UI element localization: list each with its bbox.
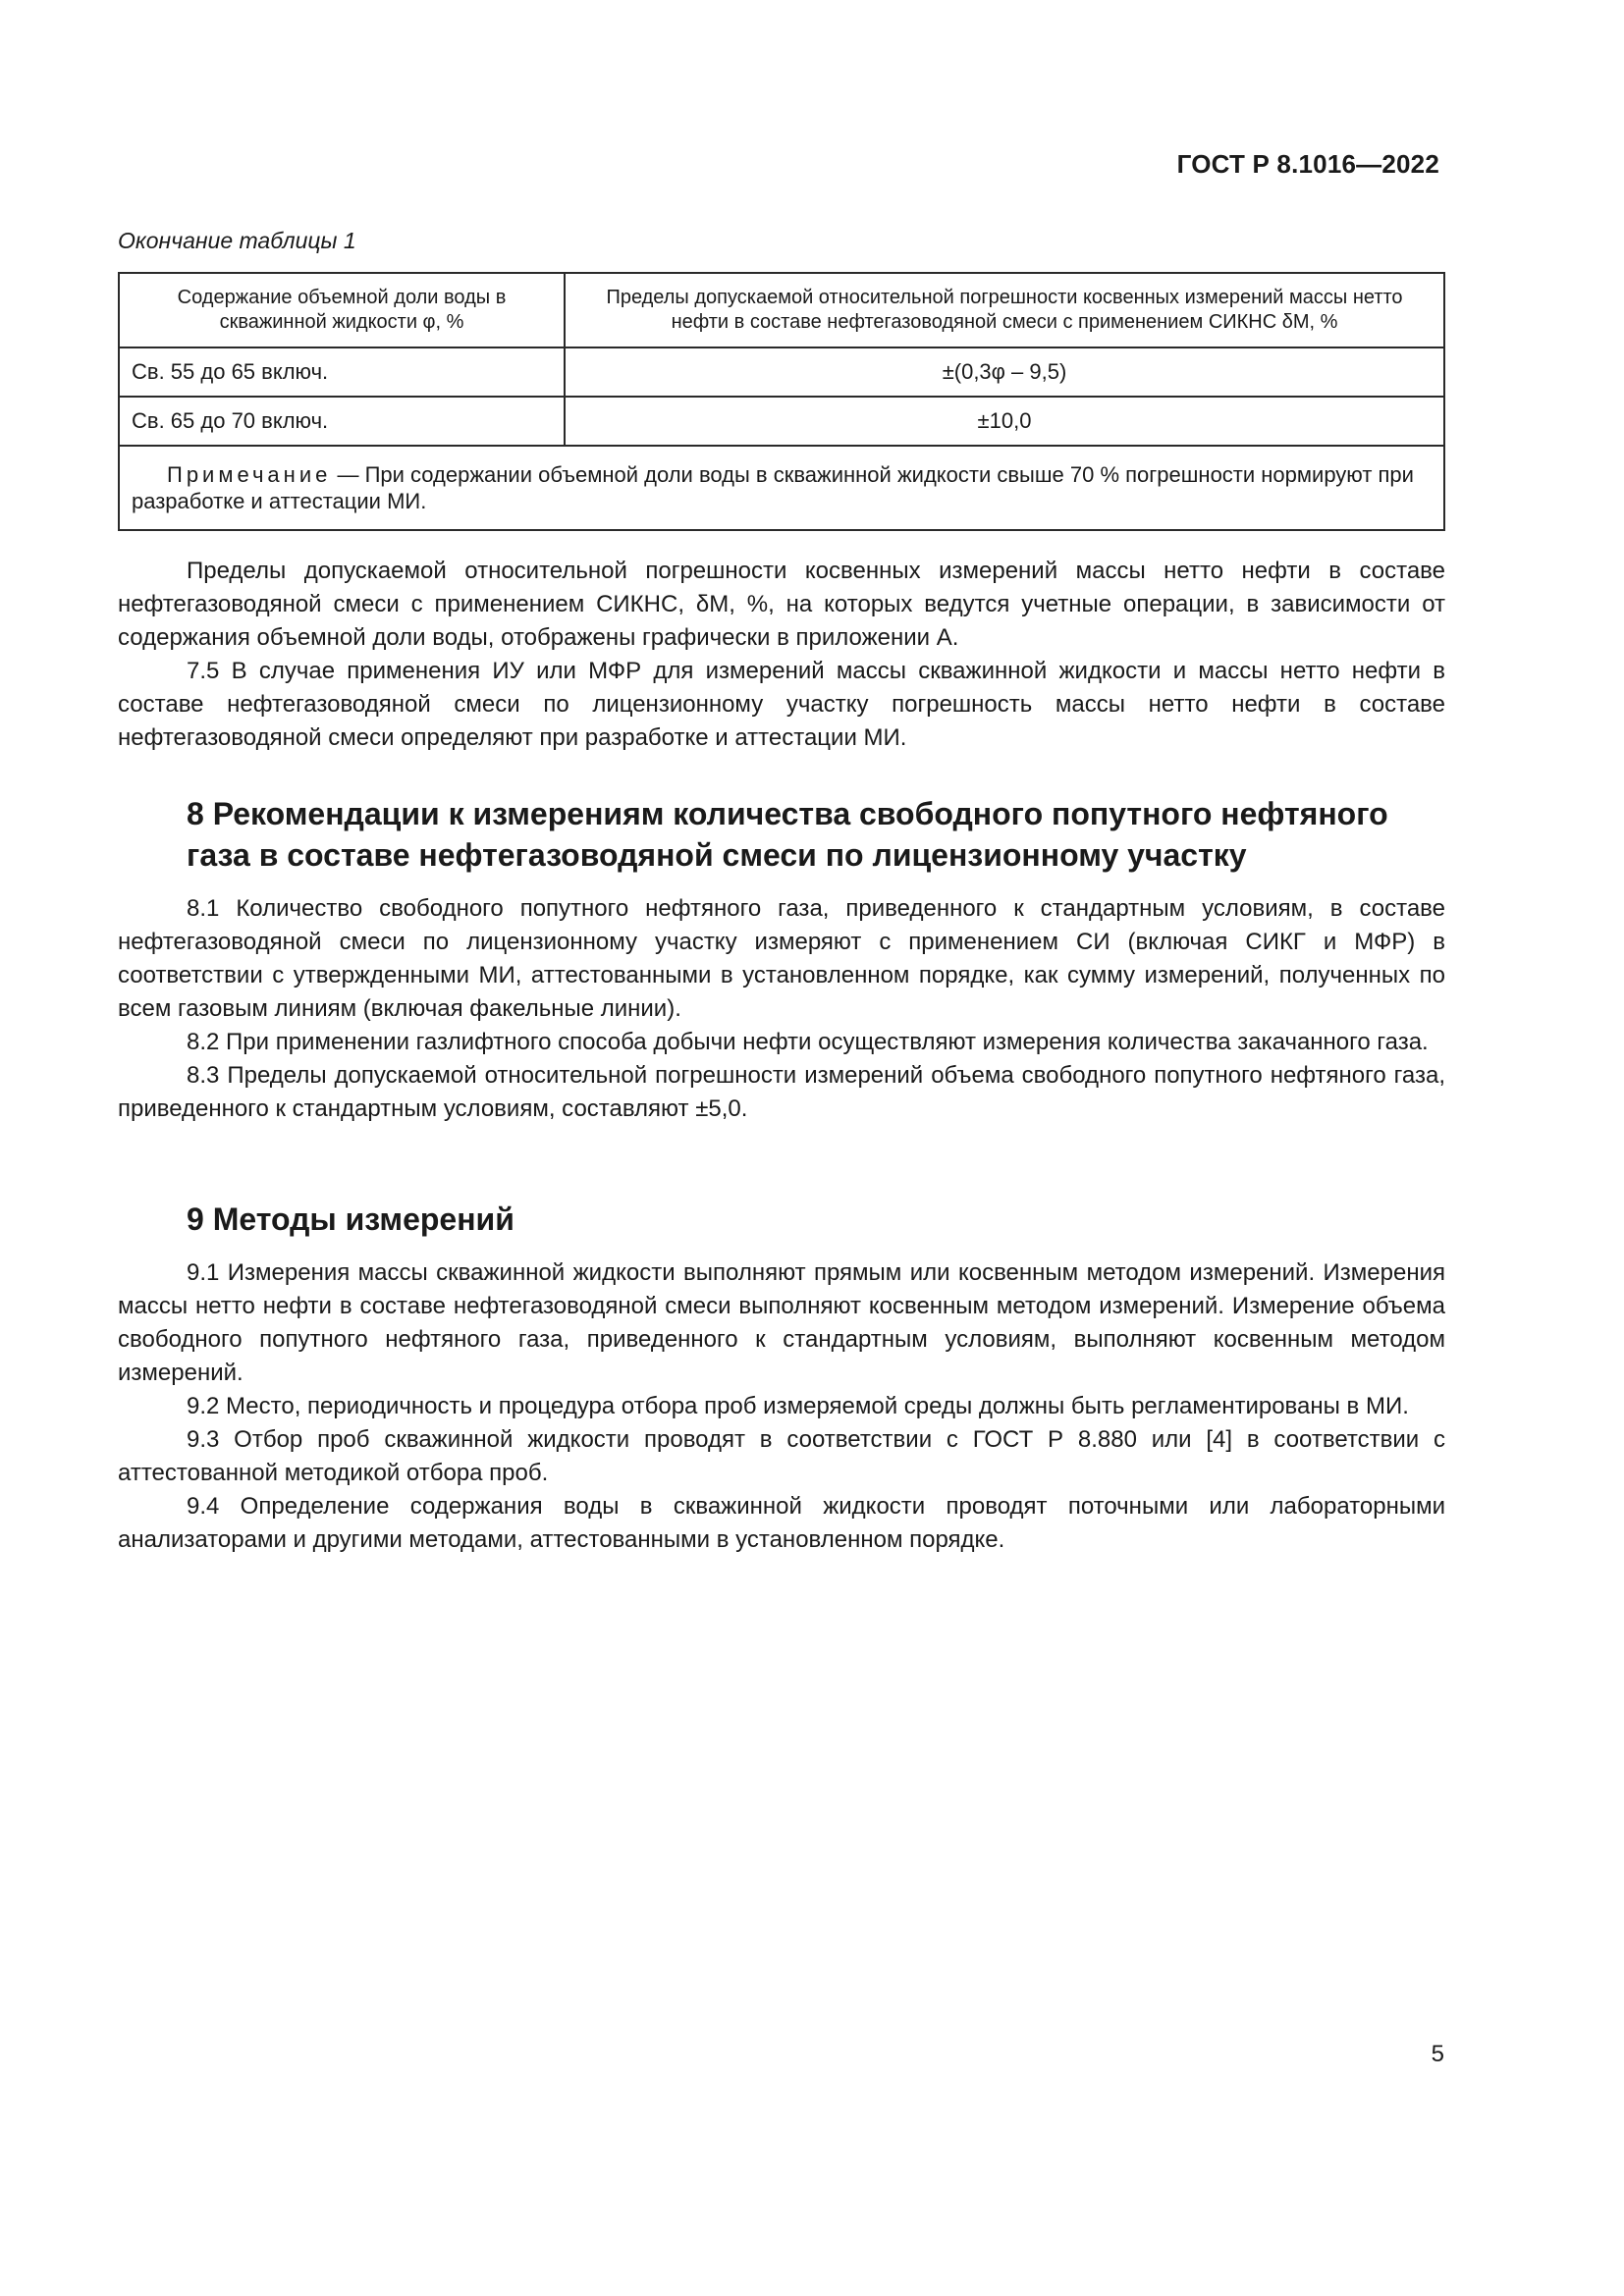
table-row: [119, 347, 1444, 397]
table-cell-range: Св. 55 до 65 включ.: [119, 347, 565, 397]
water-content-table: [118, 272, 1445, 531]
paragraph: 8.1 Количество свободного попутного нефтяного газа, приведенного к стандартным условиям, в составе нефтегазоводяной смеси по лицензионному участку измеряют с применением СИ (включая СИКГ и МФР) в соответствии с утвержденными МИ, аттестованными в установленном порядке, как сумму измерений, полученных по всем газовым линиям (включая факельные линии).: [118, 895, 1445, 1022]
table-cell-value: ±(0,3φ – 9,5): [565, 347, 1444, 397]
table-header-row: [119, 273, 1444, 347]
note-label: Примечание: [167, 462, 332, 487]
table-caption: Окончание таблицы 1: [118, 228, 356, 253]
document-code: ГОСТ Р 8.1016—2022: [1176, 149, 1439, 179]
section9-heading: 9 Методы измерений: [187, 1201, 514, 1237]
table-header-error-limits: Пределы допускаемой относительной погрешности косвенных измерений массы нетто нефти в составе нефтегазоводяной смеси с применением СИКНС δM, %: [565, 273, 1444, 347]
note-text: — При содержании объемной доли воды в скважинной жидкости свыше 70 % погрешности нормируют при разработке и аттестации МИ.: [132, 462, 1414, 513]
section7-body: [118, 555, 1445, 755]
table-cell-range: Св. 65 до 70 включ.: [119, 397, 565, 446]
table-row: [119, 397, 1444, 446]
table-note: [119, 446, 1444, 530]
paragraph: 9.4 Определение содержания воды в скважинной жидкости проводят поточными или лабораторными анализаторами и другими методами, аттестованными в установленном порядке.: [118, 1493, 1445, 1553]
table-cell-value: ±10,0: [565, 397, 1444, 446]
paragraph: 9.3 Отбор проб скважинной жидкости проводят в соответствии с ГОСТ Р 8.880 или [4] в соответствии с аттестованной методикой отбора проб.: [118, 1426, 1445, 1486]
section9-body: [118, 1256, 1445, 1557]
paragraph: 8.3 Пределы допускаемой относительной погрешности измерений объема свободного попутного нефтяного газа, приведенного к стандартным условиям, составляют ±5,0.: [118, 1062, 1445, 1122]
table-header-water-content: Содержание объемной доли воды в скважинной жидкости φ, %: [119, 273, 565, 347]
paragraph: Пределы допускаемой относительной погрешности косвенных измерений массы нетто нефти в составе нефтегазоводяной смеси с применением СИКНС, δM, %, на которых ведутся учетные операции, в зависимости от содержания объемной доли воды, отображены графически в приложении А.: [118, 558, 1445, 651]
paragraph: 8.2 При применении газлифтного способа добычи нефти осуществляют измерения количества закачанного газа.: [187, 1029, 1429, 1055]
page-number: 5: [1431, 2041, 1444, 2067]
section8-body: [118, 892, 1445, 1126]
paragraph: 9.1 Измерения массы скважинной жидкости выполняют прямым или косвенным методом измерений. Измерения массы нетто нефти в составе нефтегазоводяной смеси выполняют косвенным методом измерений. Измерение объема свободного попутного нефтяного газа, приведенного к стандартным условиям, выполняют косвенным методом измерений.: [118, 1259, 1445, 1386]
table-note-row: [119, 446, 1444, 530]
paragraph: 7.5 В случае применения ИУ или МФР для измерений массы скважинной жидкости и массы нетто нефти в составе нефтегазоводяной смеси по лицензионному участку погрешность массы нетто нефти в составе нефтегазоводяной смеси определяют при разработке и аттестации МИ.: [118, 658, 1445, 751]
paragraph: 9.2 Место, периодичность и процедура отбора проб измеряемой среды должны быть регламентированы в МИ.: [187, 1393, 1409, 1419]
section8-heading: 8 Рекомендации к измерениям количества свободного попутного нефтяного газа в составе нефтегазоводяной смеси по лицензионному участку: [187, 796, 1388, 873]
